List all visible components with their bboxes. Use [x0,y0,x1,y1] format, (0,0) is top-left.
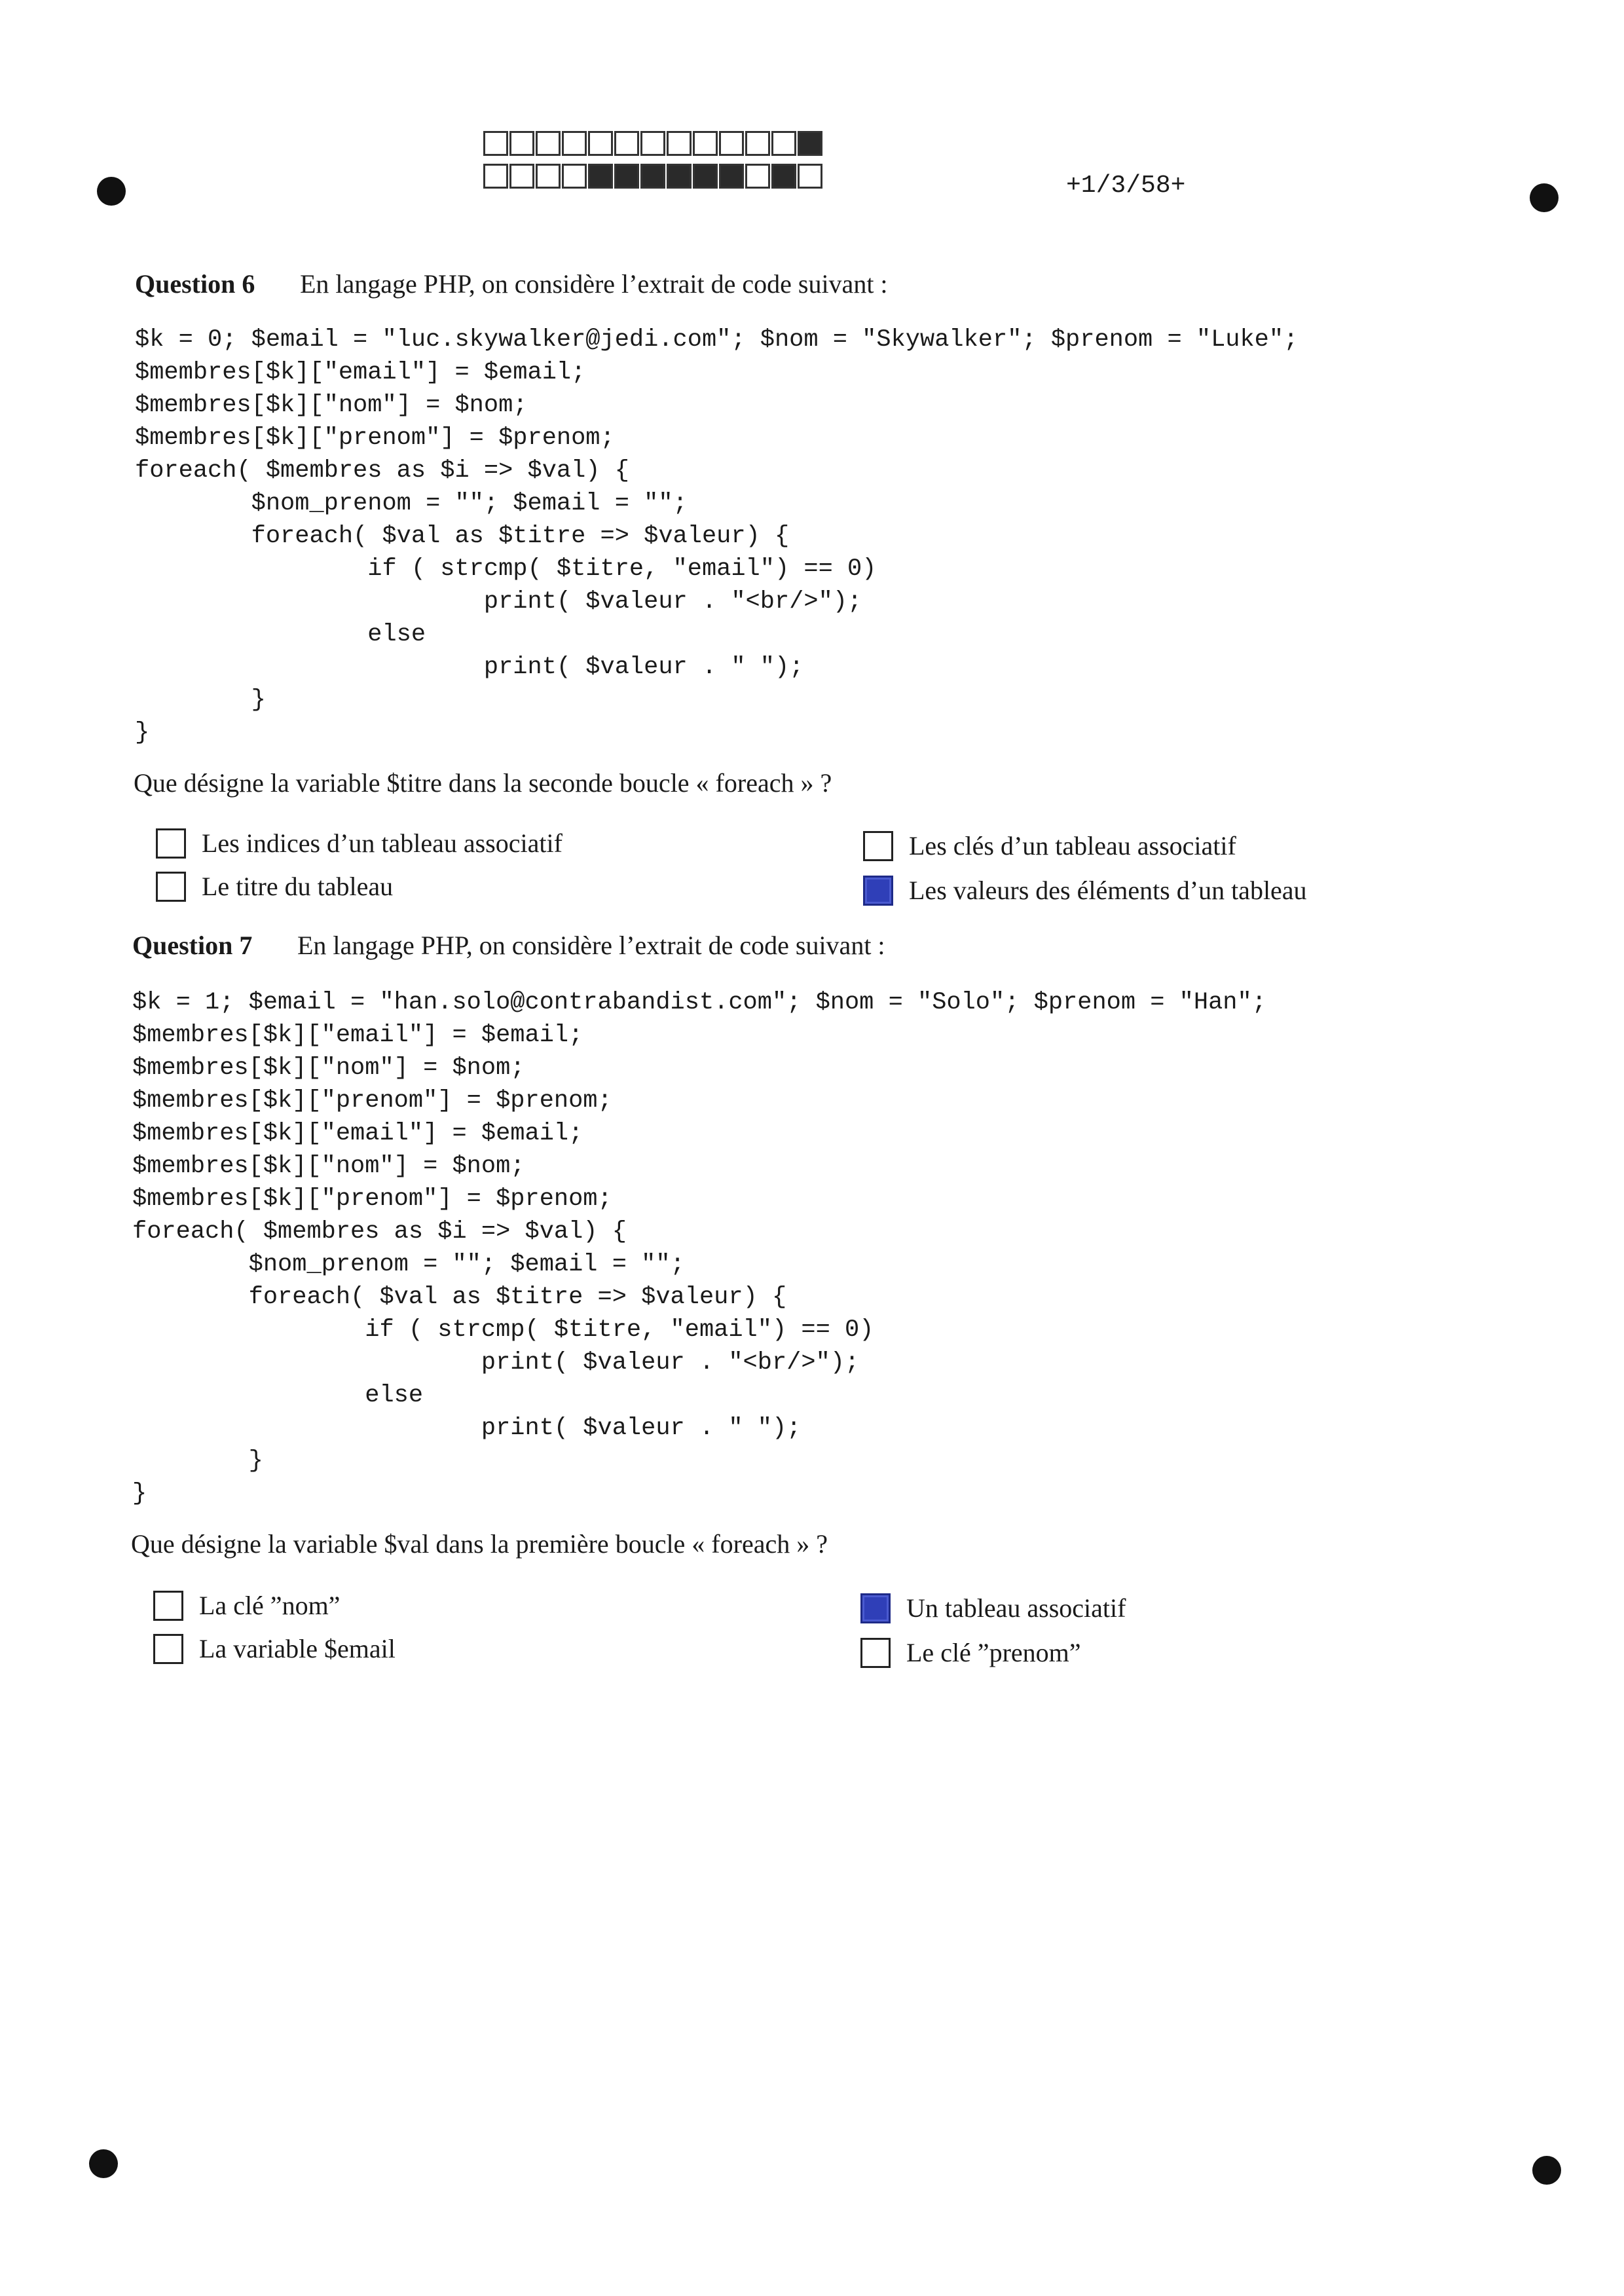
checkbox[interactable] [153,1634,183,1664]
question-6-choice-3[interactable] [156,871,393,902]
barcode-cell [640,131,665,156]
question-7-prompt: Que désigne la variable $val dans la première boucle « foreach » ? [131,1529,828,1559]
barcode-cell [509,164,534,189]
choice-label: La variable $email [199,1634,396,1663]
barcode-cell [509,131,534,156]
registration-mark-top-left [97,177,126,206]
barcode-cell [771,164,796,189]
barcode-cell [667,131,692,156]
barcode-cell [588,164,613,189]
barcode-cell [640,164,665,189]
choice-label: La clé ”nom” [199,1591,341,1620]
registration-mark-top-right [1530,183,1559,212]
barcode-cell [667,164,692,189]
barcode-cell [483,164,508,189]
checkbox[interactable] [863,876,893,906]
question-6-number: Question 6 [135,269,255,299]
choice-label: Les indices d’un tableau associatif [202,828,563,858]
page-id: +1/3/58+ [1066,172,1186,200]
barcode-cell [719,164,744,189]
barcode-cell [745,131,770,156]
barcode-cell [798,164,822,189]
choice-label: Les clés d’un tableau associatif [909,831,1236,861]
question-6-prompt: Que désigne la variable $titre dans la seconde boucle « foreach » ? [134,768,832,798]
barcode-cell [771,131,796,156]
barcode-cell [562,131,587,156]
registration-mark-bottom-right [1532,2156,1561,2185]
barcode-cell [614,131,639,156]
barcode-cell [745,164,770,189]
choice-label: Un tableau associatif [906,1593,1126,1623]
question-6-choice-2[interactable] [863,830,1236,861]
question-6-choice-1[interactable] [156,828,563,859]
question-7-code: $k = 1; $email = "han.solo@contrabandist.com"; $nom = "Solo"; $prenom = "Han"; $membres[$k]["email"] = $email; $membres[$k]["nom"] = $nom; $membres[$k]["prenom"] = $prenom; $membres[$k]["email"] = $email; $membres[$k]["nom"] = $nom; $membres[$k]["prenom"] = $prenom; foreach( $membres as $i => $val) { $nom_prenom = ""; $email = ""; foreach( $val as $titre => $valeur) { if ( strcmp( $titre, "email") == 0) print( $valeur . "<br/>"); else print( $valeur . " "); } } [132,989,1266,1508]
question-7-heading [132,930,885,961]
barcode-cell [588,131,613,156]
barcode-cell [693,164,718,189]
question-6-code: $k = 0; $email = "luc.skywalker@jedi.com"; $nom = "Skywalker"; $prenom = "Luke"; $membres[$k]["email"] = $email; $membres[$k]["nom"] = $nom; $membres[$k]["prenom"] = $prenom; foreach( $membres as $i => $val) { $nom_prenom = ""; $email = ""; foreach( $val as $titre => $valeur) { if ( strcmp( $titre, "email") == 0) print( $valeur . "<br/>"); else print( $valeur . " "); } } [135,326,1299,747]
question-7-number: Question 7 [132,931,253,960]
barcode-cell [719,131,744,156]
barcode-cell [536,164,561,189]
question-7-intro: En langage PHP, on considère l’extrait de code suivant : [297,931,885,960]
checkbox[interactable] [860,1593,891,1623]
choice-label: Le titre du tableau [202,872,394,901]
barcode-cell [798,131,822,156]
barcode-row-1 [483,131,824,156]
barcode-cell [693,131,718,156]
question-7-choice-3[interactable] [153,1633,396,1664]
checkbox[interactable] [863,831,893,861]
choice-label: Les valeurs des éléments d’un tableau [909,876,1307,905]
barcode-cell [483,131,508,156]
registration-mark-bottom-left [89,2149,118,2178]
question-7-choice-1[interactable] [153,1590,340,1621]
question-6-choice-4[interactable] [863,875,1307,906]
checkbox[interactable] [156,828,186,859]
checkbox[interactable] [860,1638,891,1668]
question-6-intro: En langage PHP, on considère l’extrait de code suivant : [300,269,888,299]
question-7-choice-2[interactable] [860,1593,1126,1623]
barcode-row-2 [483,164,824,189]
question-6-heading [135,268,888,299]
barcode-cell [536,131,561,156]
barcode-cell [562,164,587,189]
question-7-choice-4[interactable] [860,1637,1081,1668]
barcode-cell [614,164,639,189]
checkbox[interactable] [156,872,186,902]
choice-label: Le clé ”prenom” [906,1638,1081,1667]
checkbox[interactable] [153,1591,183,1621]
